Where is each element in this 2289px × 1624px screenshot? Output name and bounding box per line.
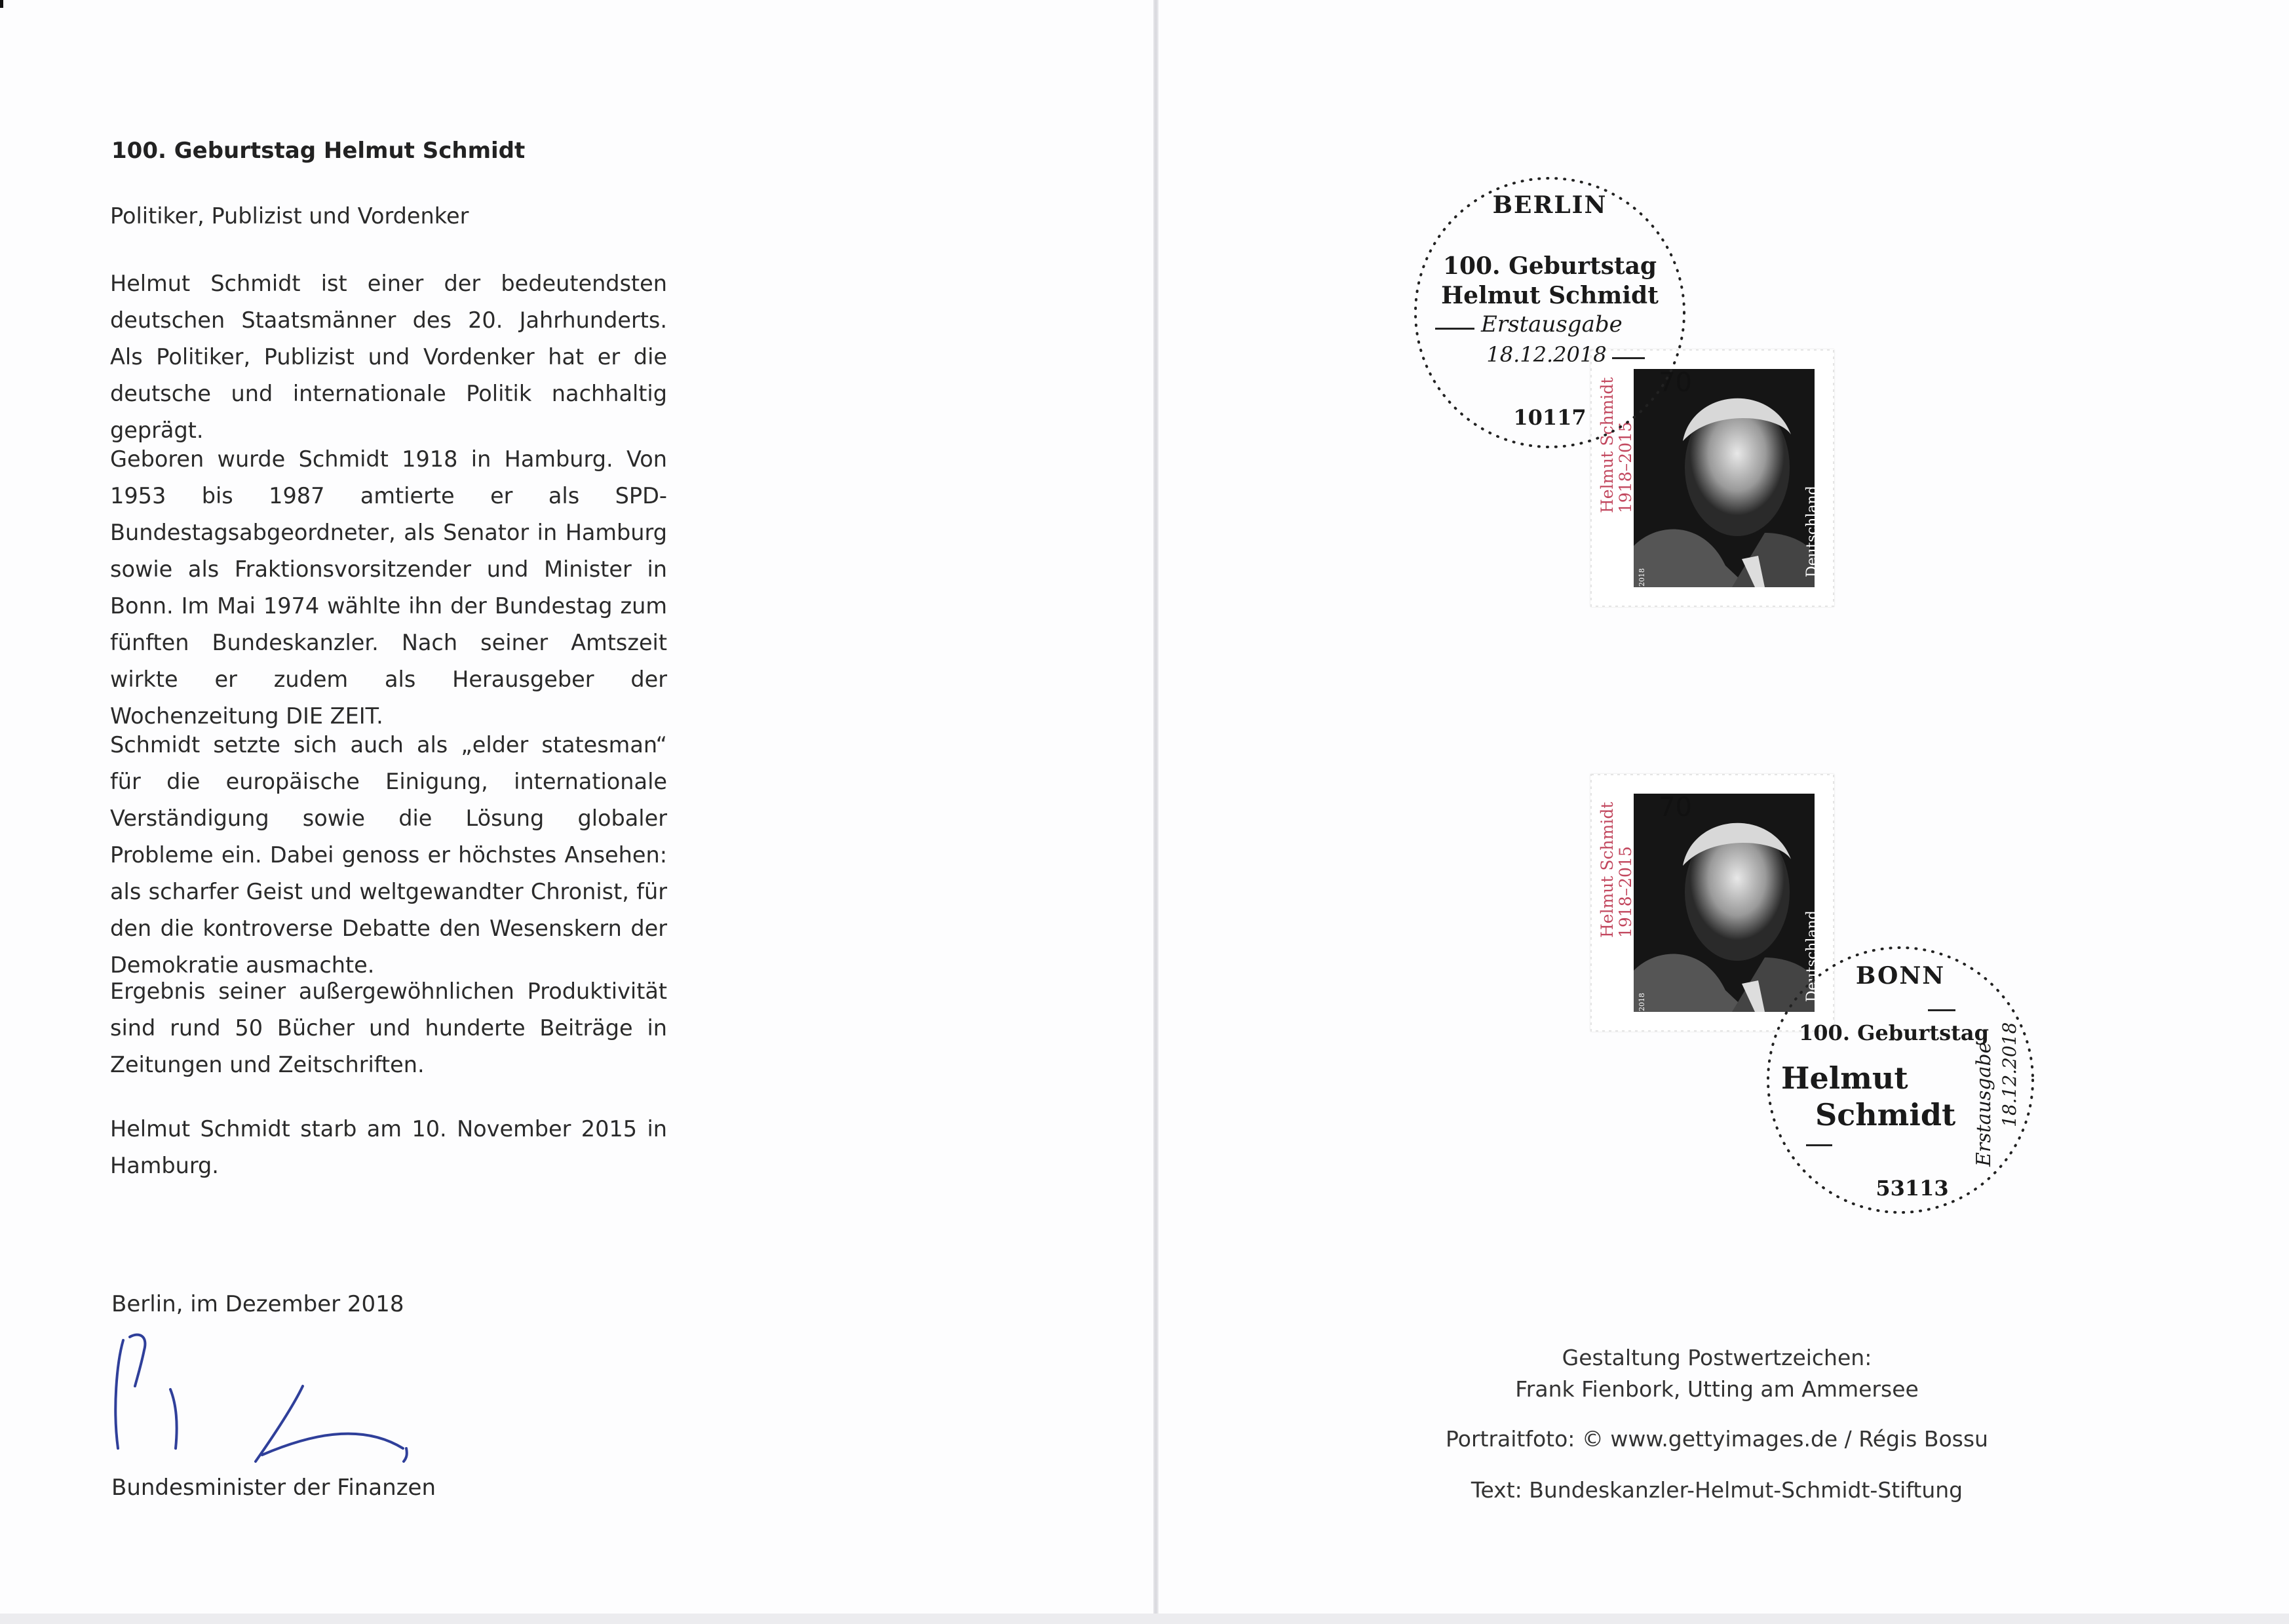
postmark-berlin-zip: 10117 [1513, 405, 1587, 430]
page-fold [1153, 0, 1159, 1624]
paragraph-4: Ergebnis seiner außergewöhnlichen Produktivität sind rund 50 Bücher und hunderte Beiträge in Zeitungen und Zeitschriften. [110, 978, 667, 1077]
stamp-value: 70 [1659, 792, 1692, 822]
postmark-bonn-date: 18.12.2018 [1999, 1022, 2020, 1127]
signer-title: Bundesminister der Finanzen [111, 1475, 436, 1501]
postmark-berlin-line1: 100. Geburtstag [1442, 252, 1657, 280]
subtitle: Politiker, Publizist und Vordenker [110, 203, 469, 229]
stamp-country: Deutschland [1804, 910, 1820, 1002]
page-title: 100. Geburtstag Helmut Schmidt [111, 138, 526, 164]
postmark-bonn-dash [1928, 1009, 1955, 1011]
paragraph-3: Schmidt setzte sich auch als „elder statesman“ für die europäische Einigung, internationale Verständigung sowie die Lösung globaler Probleme ein. Dabei genoss er höchstes Ansehen: als scharfer Geist und weltgewandter Chronist, für den die kontroverse Debatte den Wesenskern der Demokratie ausmachte. [110, 732, 667, 978]
paragraph-2: Geboren wurde Schmidt 1918 in Hamburg. Von 1953 bis 1987 amtierte er als SPD-Bundestagsabgeordneter, als Senator in Hamburg sowie als Fraktionsvorsitzender und Minister in Bonn. Im Mai 1974 wählte ihn der Bundestag zum fünften Bundeskanzler. Nach seiner Amtszeit wirkte er zudem als Herausgeber der Wochenzeitung DIE ZEIT. [110, 446, 667, 729]
bottom-edge [0, 1614, 2289, 1624]
stamp-name: Helmut Schmidt 1918–2015 [1598, 802, 1635, 938]
text-credit: Text: Bundeskanzler-Helmut-Schmidt-Stiftung [1471, 1477, 1963, 1503]
stamp-country: Deutschland [1804, 486, 1820, 577]
place-date: Berlin, im Dezember 2018 [111, 1291, 404, 1317]
designer-credit: Frank Fienbork, Utting am Ammersee [1515, 1376, 1919, 1402]
postmark-berlin-issue: Erstausgabe [1481, 311, 1623, 338]
stamp-year: 2018 [1638, 993, 1646, 1011]
stamp-year: 2018 [1638, 568, 1646, 587]
postmark-bonn-city: BONN [1855, 962, 1946, 990]
postmark-bonn-line2: Helmut [1781, 1060, 1908, 1096]
postmark-berlin-dash [1435, 328, 1474, 330]
postmark-bonn-dash [1806, 1144, 1832, 1146]
photo-credit: Portraitfoto: © www.gettyimages.de / Régis Bossu [1446, 1426, 1988, 1452]
design-credit-label: Gestaltung Postwertzeichen: [1562, 1345, 1872, 1370]
postmark-bonn-issue: Erstausgabe [1972, 1041, 1995, 1167]
postmark-berlin-line2: Helmut Schmidt [1441, 282, 1659, 309]
postmark-bonn-line3: Schmidt [1815, 1097, 1956, 1132]
postmark-berlin-dash [1612, 357, 1645, 359]
stamp-name: Helmut Schmidt 1918–2015 [1598, 377, 1635, 513]
postmark-bonn-zip: 53113 [1875, 1176, 1949, 1201]
stamp-value: 70 [1659, 368, 1692, 398]
corner-mark [0, 0, 3, 8]
postmark-berlin-city: BERLIN [1492, 191, 1607, 219]
signature-image [98, 1324, 426, 1481]
paragraph-1: Helmut Schmidt ist einer der bedeutendsten deutschen Staatsmänner des 20. Jahrhunderts. Als Politiker, Publizist und Vordenker hat er die deutsche und internationale Politik nachhaltig geprägt. [110, 271, 667, 443]
postmark-berlin-date: 18.12.2018 [1486, 342, 1607, 367]
postmark-bonn-line1: 100. Geburtstag [1799, 1020, 1989, 1045]
paragraph-5: Helmut Schmidt starb am 10. November 2015 in Hamburg. [110, 1116, 667, 1178]
